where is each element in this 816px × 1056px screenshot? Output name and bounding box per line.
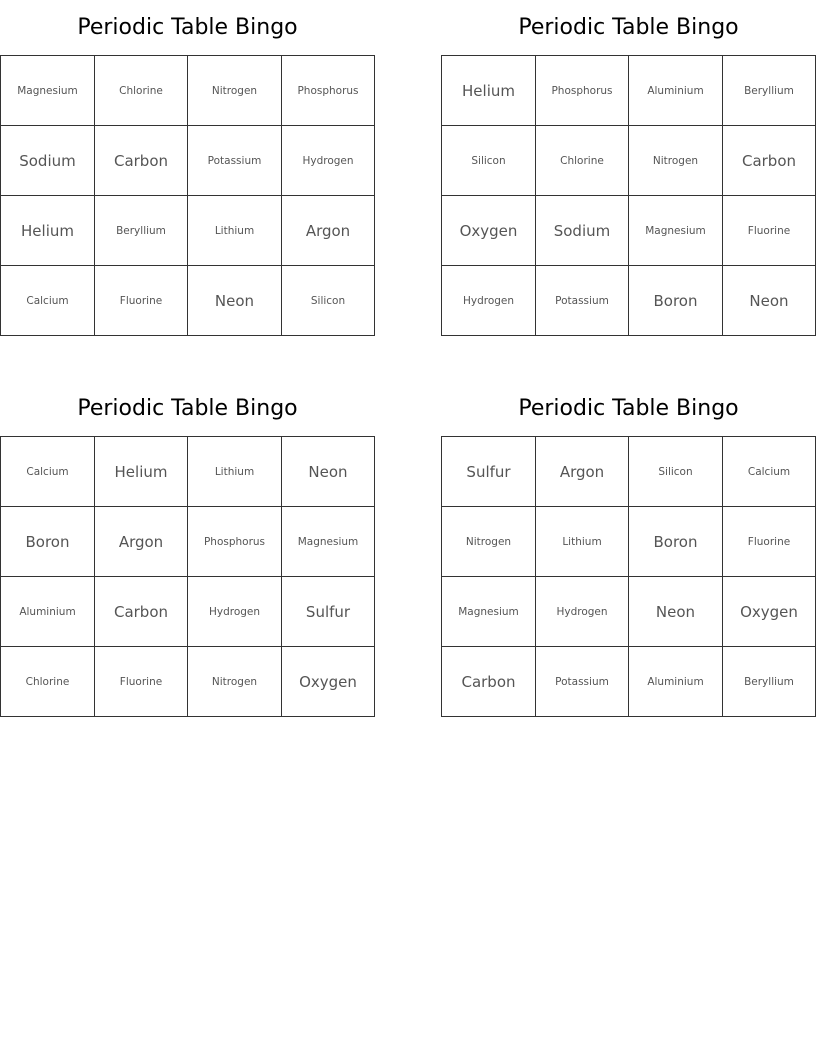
bingo-card-2 [441,0,816,310]
bingo-cell: Magnesium [282,507,375,577]
bingo-cell: Phosphorus [282,56,375,126]
card-title: Periodic Table Bingo [77,15,298,40]
bingo-grid [0,436,375,717]
bingo-cell: Silicon [629,437,723,507]
bingo-cell: Beryllium [723,647,816,717]
bingo-cell: Neon [629,577,723,647]
bingo-cell: Carbon [442,647,536,717]
bingo-cell: Oxygen [442,196,536,266]
bingo-cell: Lithium [536,507,629,577]
bingo-cell: Boron [629,507,723,577]
bingo-cell: Phosphorus [188,507,282,577]
bingo-cell: Sodium [1,126,95,196]
bingo-cell: Helium [95,437,188,507]
bingo-cell: Oxygen [282,647,375,717]
bingo-cell: Oxygen [723,577,816,647]
bingo-card-3 [0,381,375,691]
bingo-cell: Neon [282,437,375,507]
bingo-cell: Argon [95,507,188,577]
bingo-cell: Helium [1,196,95,266]
card-title: Periodic Table Bingo [77,396,298,421]
bingo-cell: Hydrogen [536,577,629,647]
bingo-cell: Nitrogen [442,507,536,577]
bingo-cell: Fluorine [95,647,188,717]
bingo-cell: Magnesium [629,196,723,266]
bingo-cell: Chlorine [95,56,188,126]
bingo-cell: Calcium [1,437,95,507]
bingo-cell: Boron [629,266,723,336]
bingo-cell: Fluorine [723,507,816,577]
bingo-cell: Hydrogen [188,577,282,647]
bingo-cell: Beryllium [95,196,188,266]
bingo-cell: Calcium [1,266,95,336]
bingo-cell: Aluminium [629,647,723,717]
bingo-cell: Aluminium [629,56,723,126]
bingo-cell: Argon [282,196,375,266]
bingo-cell: Nitrogen [188,647,282,717]
bingo-grid [441,55,816,336]
bingo-cell: Sodium [536,196,629,266]
bingo-cell: Boron [1,507,95,577]
bingo-cell: Beryllium [723,56,816,126]
bingo-cell: Magnesium [442,577,536,647]
bingo-cell: Hydrogen [442,266,536,336]
bingo-cell: Lithium [188,437,282,507]
bingo-cell: Fluorine [95,266,188,336]
bingo-cell: Argon [536,437,629,507]
bingo-cell: Fluorine [723,196,816,266]
bingo-grid [0,55,375,336]
card-title: Periodic Table Bingo [518,396,739,421]
bingo-cell: Silicon [282,266,375,336]
bingo-cell: Sulfur [442,437,536,507]
bingo-cell: Sulfur [282,577,375,647]
bingo-cell: Calcium [723,437,816,507]
bingo-cell: Phosphorus [536,56,629,126]
bingo-cell: Carbon [95,126,188,196]
bingo-card-4 [441,381,816,691]
bingo-cell: Potassium [536,647,629,717]
bingo-card-1 [0,0,375,310]
bingo-cell: Chlorine [536,126,629,196]
bingo-cell: Magnesium [1,56,95,126]
bingo-cell: Neon [723,266,816,336]
bingo-cell: Aluminium [1,577,95,647]
bingo-cell: Neon [188,266,282,336]
bingo-cell: Nitrogen [188,56,282,126]
bingo-cell: Lithium [188,196,282,266]
bingo-cell: Helium [442,56,536,126]
bingo-cell: Potassium [536,266,629,336]
card-title: Periodic Table Bingo [518,15,739,40]
bingo-cell: Silicon [442,126,536,196]
bingo-cell: Potassium [188,126,282,196]
bingo-cell: Carbon [723,126,816,196]
bingo-cell: Carbon [95,577,188,647]
bingo-grid [441,436,816,717]
bingo-cell: Chlorine [1,647,95,717]
bingo-cell: Hydrogen [282,126,375,196]
bingo-cell: Nitrogen [629,126,723,196]
